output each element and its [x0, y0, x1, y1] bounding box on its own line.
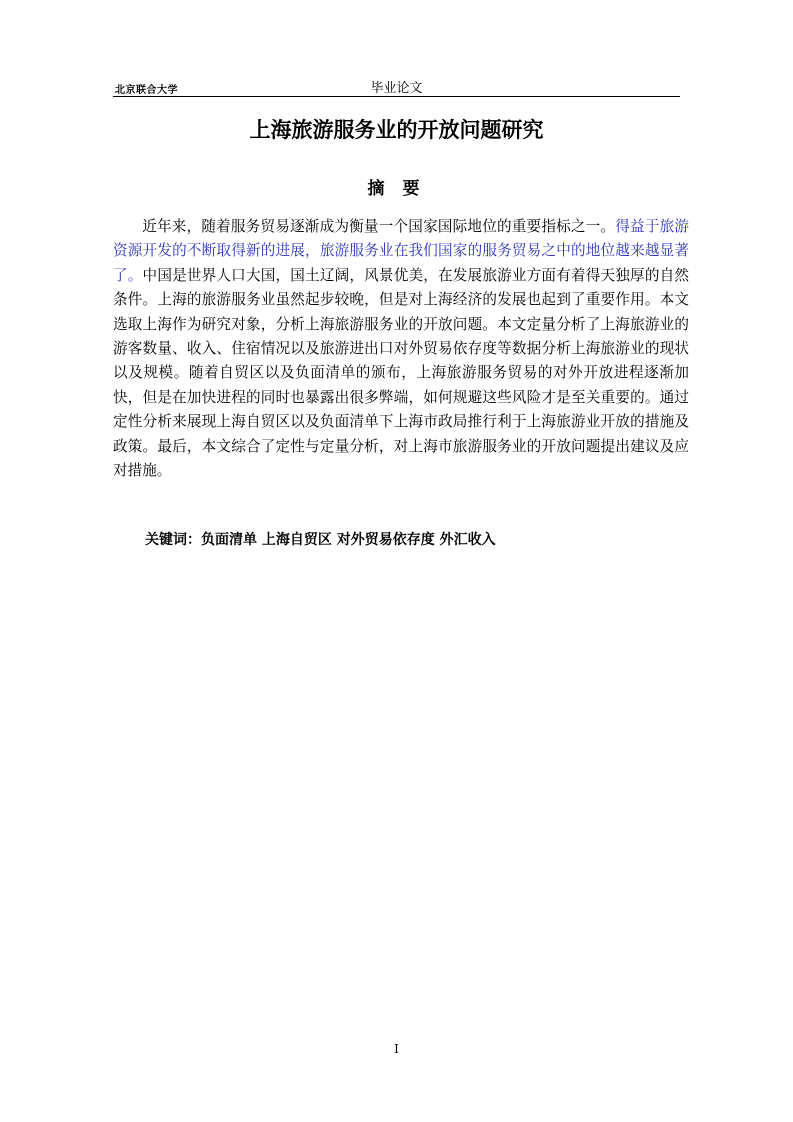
abstract-heading: 摘 要 — [367, 179, 426, 199]
abstract-paragraph — [113, 215, 689, 483]
header-divider — [113, 96, 680, 97]
abstract-segment-main: 中国是世界人口大国，国土辽阔，风景优美，在发展旅游业方面有着得天独厚的自然条件。上海的旅游服务业虽然起步较晚，但是对上海经济的发展也起到了重要作用。本文选取上海作为研究对象，分析上海旅游服务业的开放问题。本文定量分析了上海旅游业的游客数量、收入、住宿情况以及旅游进出口对外贸易依存度等数据分析上海旅游业的现状以及规模。随着自贸区以及负面清单的颁布，上海旅游服务贸易的对外开放进程逐渐加快，但是在加快进程的同时也暴露出很多弊端，如何规避这些风险才是至关重要的。通过定性分析来展现上海自贸区以及负面清单下上海市政局推行利于上海旅游业开放的措施及政策。最后，本文综合了定性与定量分析，对上海市旅游服务业的开放问题提出建议及应对措施。 — [113, 266, 689, 480]
header-doc-type: 毕业论文 — [370, 81, 423, 96]
page-number: I — [394, 1042, 399, 1056]
paper-title: 上海旅游服务业的开放问题研究 — [249, 118, 544, 142]
abstract-segment-intro: 近年来，随着服务贸易逐渐成为衡量一个国家国际地位的重要指标之一。 — [142, 218, 616, 235]
header-university: 北京联合大学 — [115, 85, 178, 96]
abstract-segment-highlighted: 得益于旅游资源开发的不断取得新的进展，旅游服务业在我们国家的服务贸易之中的地位越来越显著了。 — [113, 218, 689, 284]
keywords-line: 关键词：负面清单 上海自贸区 对外贸易依存度 外汇收入 — [145, 532, 496, 548]
